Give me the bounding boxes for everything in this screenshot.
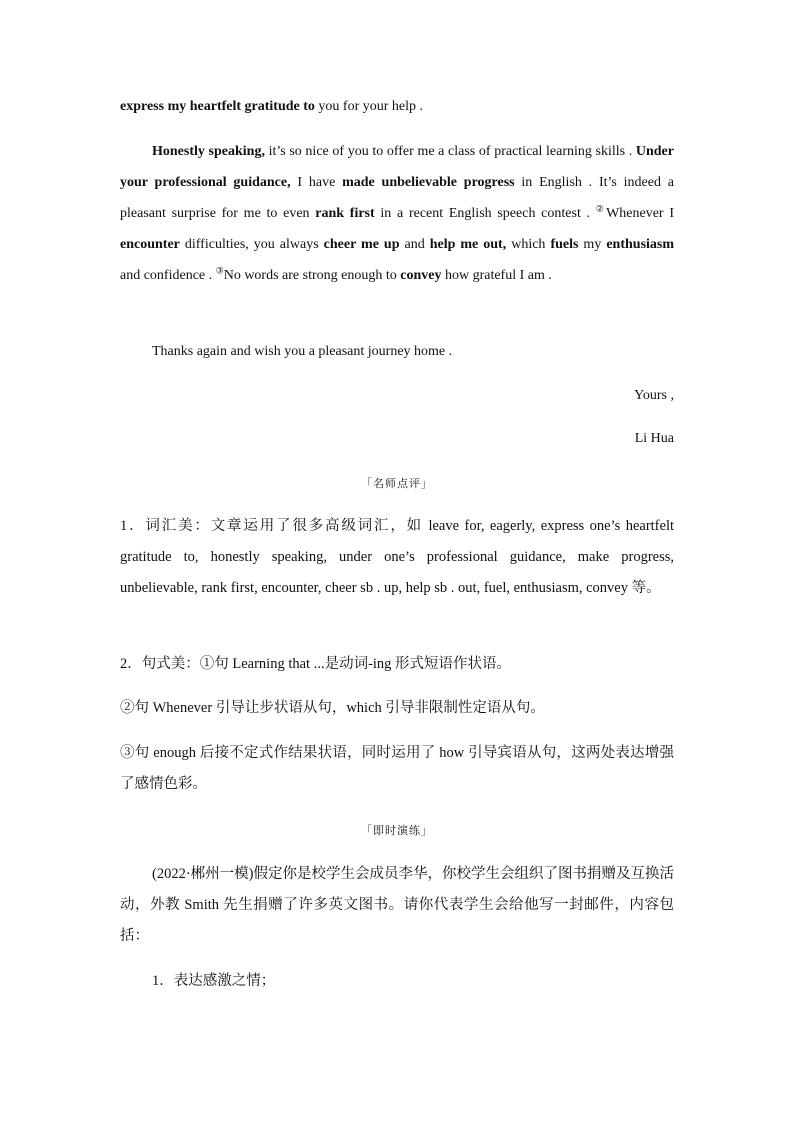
text: in a recent English speech contest . xyxy=(374,206,596,221)
text: it’s so nice of you to offer me a class of practical learning skills . xyxy=(264,144,636,159)
review-heading: 「名师点评」 xyxy=(361,477,433,490)
text: difficulties, you always xyxy=(179,237,324,252)
text: in English . It’s indeed a pleasant surprise for me to even xyxy=(120,175,674,221)
review-item-2: 2．句式美：①句 Learning that ...是动词-ing 形式短语作状语。 xyxy=(120,656,512,672)
practice-item-1: 1．表达感激之情； xyxy=(152,973,276,989)
letter-paragraph-3: Thanks again and wish you a pleasant journey home . xyxy=(152,344,453,359)
bold-phrase: convey xyxy=(400,268,442,283)
letter-paragraph-2 xyxy=(120,136,674,291)
review-item-4: ③句 enough 后接不定式作结果状语，同时运用了 how 引导宾语从句，这两处表达增强了感情色彩。 xyxy=(120,745,674,792)
text: my xyxy=(578,237,607,252)
bold-phrase: Under your professional guidance, xyxy=(120,144,674,190)
letter-closing: Yours , xyxy=(634,388,674,403)
text: which xyxy=(506,237,551,252)
bold-phrase: encounter xyxy=(120,237,180,252)
bold-phrase: Honestly speaking, xyxy=(152,144,265,159)
text: No words are strong enough to xyxy=(223,268,401,283)
text: I have xyxy=(290,175,343,190)
letter-line-1 xyxy=(120,91,674,122)
practice-heading: 「即时演练」 xyxy=(361,824,433,837)
sentence-marker-2: ② xyxy=(595,203,607,214)
text: and confidence . xyxy=(120,268,216,283)
text: and xyxy=(399,237,430,252)
bold-phrase: help me out, xyxy=(429,237,507,252)
text: how grateful I am . xyxy=(441,268,552,283)
review-item-1: 1．词汇美：文章运用了很多高级词汇，如 leave for, eagerly, express one’s heartfelt gratitude to, honestly speaking, under one’s professional guidance, make progress, unbelievable, rank first, encounter, cheer sb . up, help sb . out, fuel, enthusiasm, convey 等。 xyxy=(120,518,674,596)
bold-phrase: made unbelievable progress xyxy=(342,175,515,190)
bold-phrase: fuels xyxy=(550,237,579,252)
bold-phrase: rank first xyxy=(315,206,375,221)
text: Whenever I xyxy=(606,206,674,221)
bold-phrase: cheer me up xyxy=(323,237,400,252)
bold-phrase: enthusiasm xyxy=(606,237,675,252)
bold-phrase: express my heartfelt gratitude to xyxy=(120,99,315,114)
letter-signature: Li Hua xyxy=(634,431,674,446)
review-item-3: ②句 Whenever 引导让步状语从句，which 引导非限制性定语从句。 xyxy=(120,700,545,716)
sentence-marker-3: ③ xyxy=(215,265,224,276)
text: you for your help . xyxy=(314,99,424,114)
practice-paragraph: (2022·郴州一模)假定你是校学生会成员李华，你校学生会组织了图书捐赠及互换活动，外教 Smith 先生捐赠了许多英文图书。请你代表学生会给他写一封邮件，内容包括： xyxy=(120,866,674,944)
